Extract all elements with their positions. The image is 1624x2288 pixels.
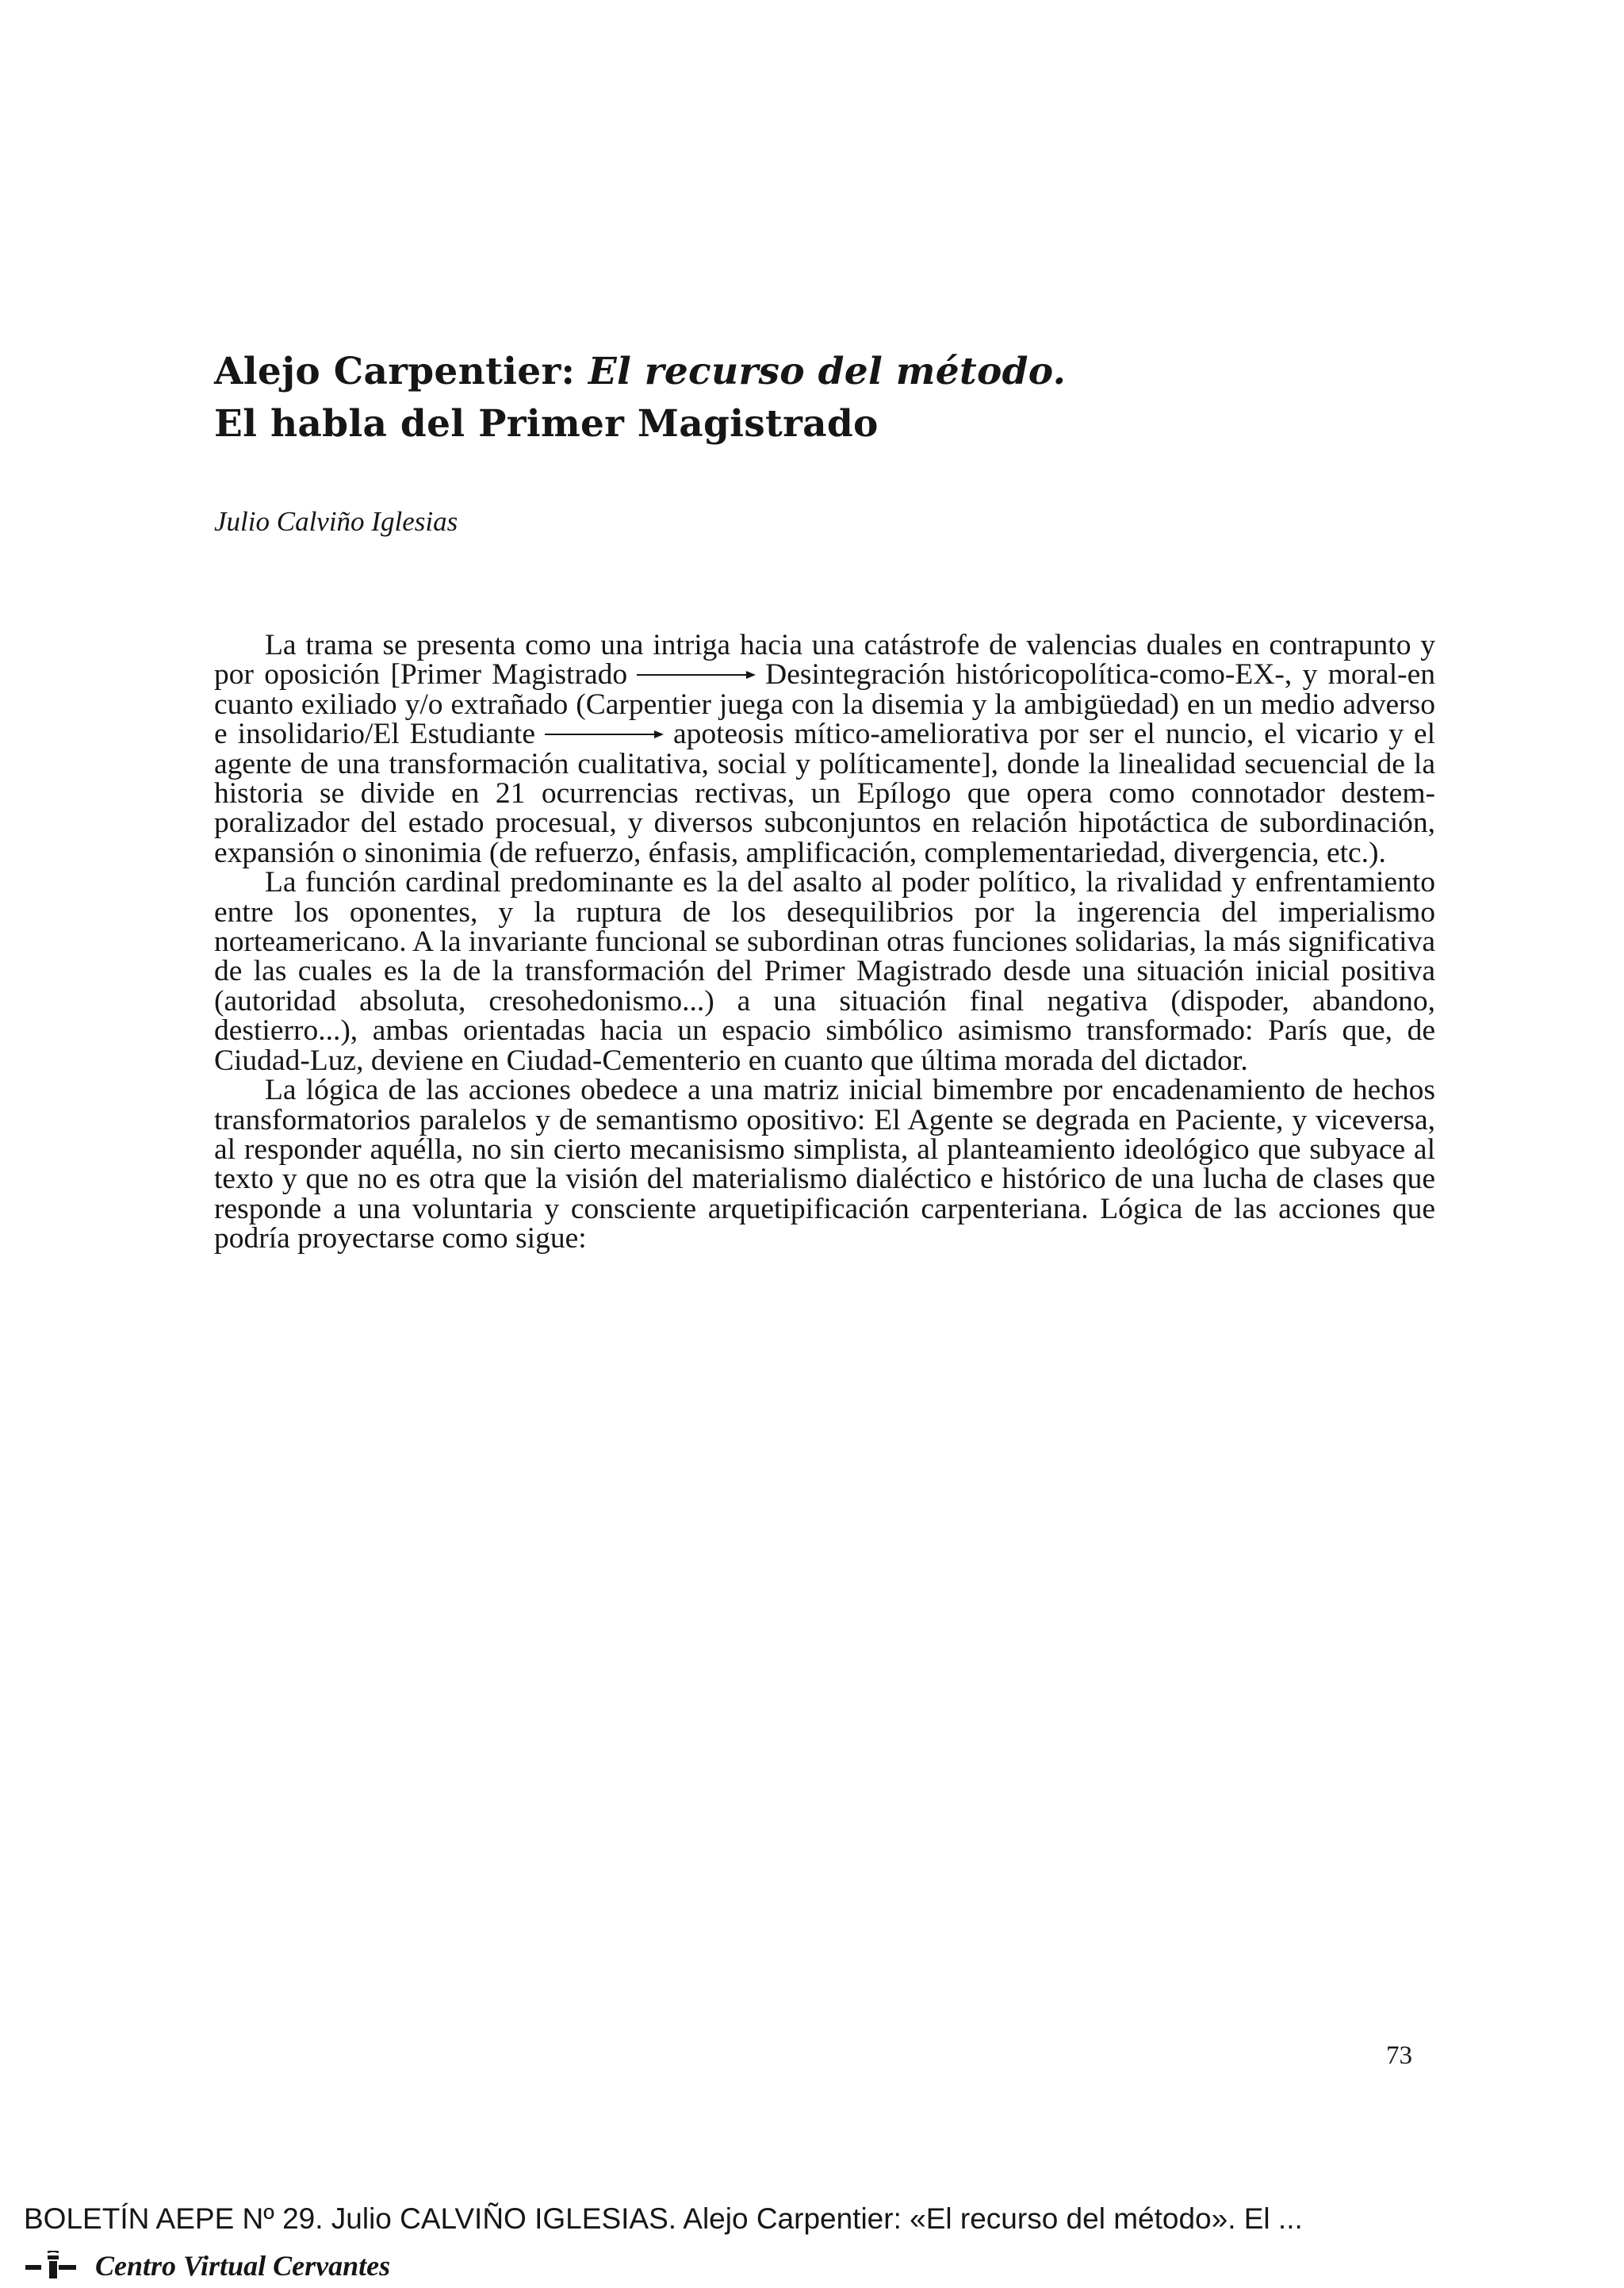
article-body — [214, 630, 1435, 1254]
centro-virtual-cervantes-brand[interactable] — [24, 2248, 390, 2283]
title-line-2: El habla del Primer Magistrado — [214, 402, 879, 446]
title-work-italic: El recurso del método. — [588, 350, 1067, 394]
paragraph-1-part-3: apoteosis mítico-ameliorativa por ser el nuncio, el vicario y el agente de una transformación cualitativa, social y políticamente], donde la linealidad secuencial de la historia se divide en 21 ocurrencias rectivas, un Epílogo que opera como connotador destemporalizador del estado procesual, y diversos subconjuntos en relación hipotáctica de subordinación, expansión o sinonimia (de refuerzo, énfasis, amplificación, complementariedad, divergencia, etc.). — [214, 718, 1435, 869]
article-author: Julio Calviño Iglesias — [214, 506, 458, 537]
paragraph-1-part-1: La trama se presenta como una intriga hacia una catástrofe de valencias duales en contrapunto y por oposición [Primer Magistrado — [214, 629, 1435, 692]
footer-reference-link[interactable]: BOLETÍN AEPE Nº 29. Julio CALVIÑO IGLESIAS. Alejo Carpentier: «El recurso del método». El ... — [24, 2202, 1303, 2235]
title-line-1 — [214, 346, 1443, 398]
page-number: 73 — [1386, 2041, 1412, 2070]
title-author-part: Alejo Carpentier: — [214, 350, 588, 394]
paragraph-3: La lógica de las acciones obedece a una matriz inicial bimembre por encadenamiento de hechos transformatorios paralelos y de semantismo opositivo: El Agente se degrada en Paciente, y viceversa, al responder aquélla, no sin cierto mecanisismo simplista, al planteamiento ideológico que subyace al texto y que no es otra que la visión del materialismo dialéctico e histórico de una lucha de clases que responde a una voluntaria y consciente arquetipificación carpenteriana. Lógica de las acciones que podría proyectarse como sigue: — [214, 1074, 1435, 1255]
long-right-arrow-icon — [637, 671, 756, 679]
brand-name: Centro Virtual Cervantes — [95, 2250, 391, 2282]
article-title — [214, 346, 1443, 450]
paragraph-1-part-2: Desintegración históricopolítica-como-EX-, y moral-en cuanto exiliado y/o extrañado (Carpentier juega con la disemia y la ambigüedad) en un medio adverso e insolidario/El Estudiante — [214, 658, 1436, 751]
paragraph-2: La función cardinal predominante es la del asalto al poder político, la rivalidad y enfrentamiento entre los oponentes, y la ruptura de los desequilibrios por la ingerencia del imperialismo norteamericano. A la invariante funcional se subordinan otras funciones solidarias, la más significativa de las cuales es la de la transformación del Primer Magistrado desde una situación inicial positiva (autoridad absoluta, cresohedonismo...) a una situación final negativa (dispoder, abandono, destierro...), ambas orientadas hacia un espacio simbólico asimismo transformado: París que, de Ciudad-Luz, deviene en Ciudad-Cementerio en cuanto que última morada del dictador. — [214, 866, 1435, 1077]
cervantes-logo-icon — [24, 2251, 86, 2281]
long-right-arrow-icon — [545, 730, 664, 738]
paragraph-1 — [214, 630, 1435, 868]
